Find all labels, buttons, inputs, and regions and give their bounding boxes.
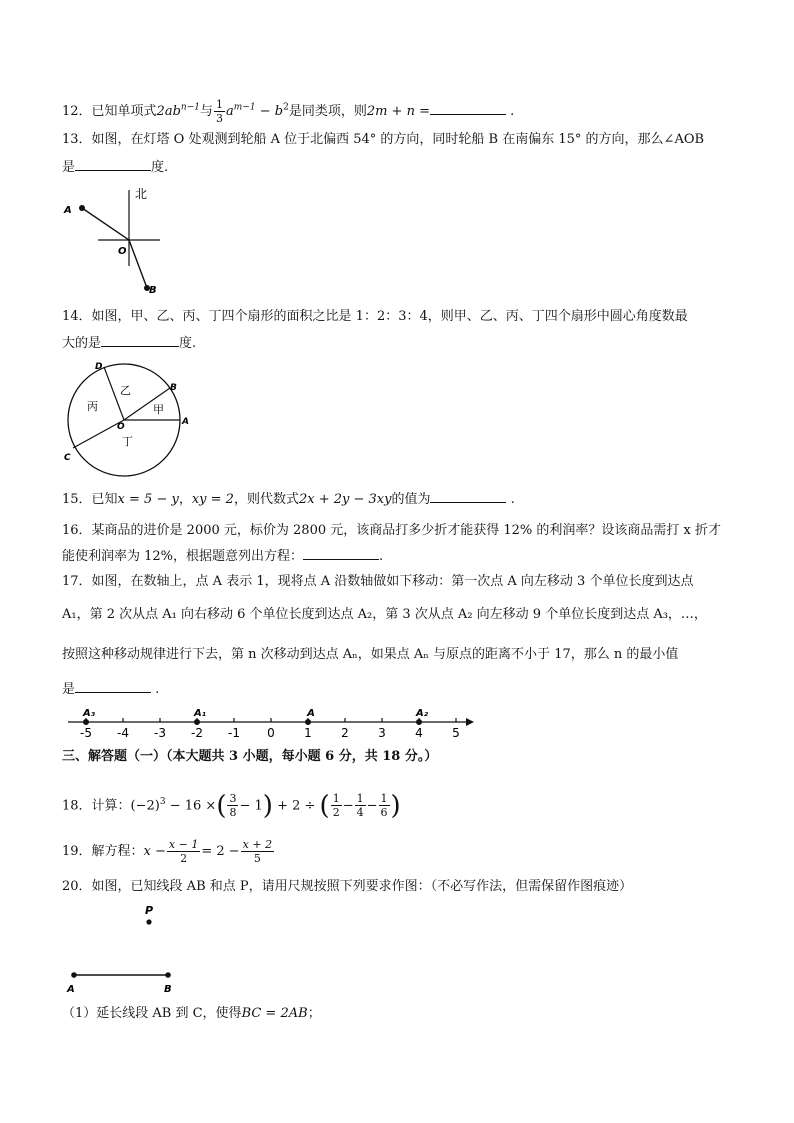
q14-line2 xyxy=(62,334,196,353)
q18-frac4 xyxy=(379,792,390,819)
sector-ding-label: 丁 xyxy=(122,435,133,448)
q18-prefix: 18．计算： xyxy=(62,798,131,814)
q20-sub1c: ； xyxy=(307,1006,321,1021)
q19-frac2-den: 5 xyxy=(253,852,261,865)
label-a: A xyxy=(182,417,189,427)
q17-number-line xyxy=(64,700,474,742)
axis-point xyxy=(83,719,89,725)
q14-line2b: 度. xyxy=(179,336,197,351)
point-b xyxy=(165,972,171,978)
axis-point-label: A₃ xyxy=(82,708,96,719)
q18-frac1-den: 8 xyxy=(229,806,237,820)
q15-condition2: xy = 2 xyxy=(191,492,234,507)
q18-lparen2: ( xyxy=(319,790,330,821)
q15-mid: ，则代数式 xyxy=(233,492,299,507)
q12-answer-blank[interactable] xyxy=(430,102,506,115)
q19-frac1-num: x − 1 xyxy=(168,838,199,851)
q14-pie-figure xyxy=(58,358,188,468)
q15-sep: ， xyxy=(178,492,192,507)
q15-condition1: x = 5 − y xyxy=(117,492,179,507)
label-a: A xyxy=(64,205,72,216)
q18-frac3-den: 4 xyxy=(356,806,364,820)
q18-exp: 3 xyxy=(159,797,166,807)
q15-expression: 2x + 2y − 3xy xyxy=(298,492,392,507)
q12-fraction xyxy=(214,98,225,125)
axis-tick-label: -4 xyxy=(117,726,129,740)
sector-bing-label: 丙 xyxy=(87,400,98,413)
axis-tick-label: -2 xyxy=(191,726,203,740)
q18-frac4-num: 1 xyxy=(380,792,388,806)
label-d: D xyxy=(95,362,103,372)
ray-ob xyxy=(129,240,147,288)
axis-tick-label: -3 xyxy=(154,726,166,740)
q14-line1: 14．如图，甲、乙、丙、丁四个扇形的面积之比是 1：2：3：4，则甲、乙、丙、丁四个扇形中圆心角度数最 xyxy=(62,309,688,324)
q18-base: (−2) xyxy=(130,798,160,814)
ray-oa xyxy=(82,208,129,240)
q12-end: . xyxy=(510,104,515,119)
q18-rparen: ) xyxy=(262,790,273,821)
q19-frac2 xyxy=(241,838,274,865)
q15-suffix: 的值为 xyxy=(391,492,431,507)
axis-arrow xyxy=(466,718,474,726)
q20-figure xyxy=(60,902,180,997)
axis-point-label: A₂ xyxy=(415,708,429,719)
axis-point xyxy=(305,719,311,725)
point-a xyxy=(79,205,85,211)
q18-frac2-num: 1 xyxy=(332,792,340,806)
q12-prefix: 12．已知单项式 xyxy=(62,104,157,119)
q13-line2a: 是 xyxy=(62,160,76,175)
q17-line2: A₁，第 2 次从点 A₁ 向右移动 6 个单位长度到达点 A₂，第 3 次从点 A₂ 向左移动 9 个单位长度到达点 A₃，…， xyxy=(62,607,707,622)
label-o: O xyxy=(117,422,125,432)
axis-tick-label: 0 xyxy=(267,726,275,740)
q18-t2: − 1 xyxy=(239,798,263,814)
axis-tick-label: -5 xyxy=(80,726,92,740)
q13-answer-blank[interactable] xyxy=(75,158,151,171)
label-b: B xyxy=(170,383,177,393)
q18-frac4-den: 6 xyxy=(380,806,388,820)
label-b: B xyxy=(149,285,157,296)
q16-line2 xyxy=(62,547,383,566)
q14-line2a: 大的是 xyxy=(62,336,102,351)
axis-tick-label: 1 xyxy=(304,726,312,740)
axis-tick-label: 4 xyxy=(415,726,423,740)
point-a xyxy=(71,972,77,978)
q12-expr: 2m + n = xyxy=(366,104,430,119)
q19-line xyxy=(62,838,275,866)
q12-line xyxy=(62,98,514,125)
q20-sub1b: BC = 2AB xyxy=(241,1006,308,1021)
q20-sub1 xyxy=(62,1005,321,1023)
q12-b-exp: 2 xyxy=(283,102,289,113)
q12-mono1-coef: 2 xyxy=(156,104,165,119)
q17-line4a: 是 xyxy=(62,682,76,697)
label-o: O xyxy=(118,246,127,257)
q19-frac1-den: 2 xyxy=(180,852,188,865)
point-p xyxy=(146,919,151,924)
axis-point-label: A₁ xyxy=(193,708,207,719)
q18-frac1 xyxy=(227,792,238,819)
q18-frac3-num: 1 xyxy=(356,792,364,806)
q16-line1: 16．某商品的进价是 2000 元，标价为 2800 元，该商品打多少折才能获得 12% 的利润率？设该商品需打 x 折才 xyxy=(62,523,721,538)
axis-point xyxy=(194,719,200,725)
q18-lparen: ( xyxy=(216,790,227,821)
q12-suffix: 是同类项，则 xyxy=(288,104,367,119)
q18-minus2: − xyxy=(366,798,378,814)
q17-end: . xyxy=(155,682,160,697)
sector-jia-label: 甲 xyxy=(153,403,164,416)
q19-frac2-num: x + 2 xyxy=(242,838,273,851)
q19-prefix: 19．解方程： xyxy=(62,844,144,859)
q17-answer-blank[interactable] xyxy=(75,680,151,693)
q19-eq: = 2 − xyxy=(201,844,240,859)
label-a: A xyxy=(67,984,75,995)
q13-compass-figure xyxy=(58,184,178,296)
q18-t3: + 2 ÷ xyxy=(277,798,316,814)
q12-frac-num: 1 xyxy=(216,98,223,111)
q12-mono2-exp: m−1 xyxy=(233,102,256,113)
q12-minus-b: − b xyxy=(259,104,284,119)
q16-line2a: 能使利润率为 12%，根据题意列出方程： xyxy=(62,549,304,564)
q17-line1: 17．如图，在数轴上，点 A 表示 1，现将点 A 沿数轴做如下移动：第一次点 A 向左移动 3 个单位长度到达点 xyxy=(62,574,694,589)
q12-frac-den: 3 xyxy=(216,112,223,125)
axis-point-label: A xyxy=(307,708,315,719)
q12-with: 与 xyxy=(199,104,213,119)
axis-point xyxy=(416,719,422,725)
q18-frac3 xyxy=(355,792,366,819)
axis-ticks xyxy=(80,718,460,740)
q19-frac1 xyxy=(167,838,200,865)
q15-prefix: 15．已知 xyxy=(62,492,118,507)
q18-frac1-num: 3 xyxy=(229,792,237,806)
q18-t1: − 16 × xyxy=(169,798,217,814)
axis-tick-label: 3 xyxy=(378,726,386,740)
q14-answer-blank[interactable] xyxy=(101,334,179,347)
label-b: B xyxy=(164,984,172,995)
axis-tick-label: -1 xyxy=(228,726,240,740)
axis-tick-label: 5 xyxy=(452,726,460,740)
q18-frac2 xyxy=(331,792,342,819)
sector-yi-label: 乙 xyxy=(120,384,131,397)
q12-mono1-ab: ab xyxy=(164,104,181,119)
q18-line xyxy=(62,788,401,820)
q18-minus1: − xyxy=(342,798,354,814)
q15-answer-blank[interactable] xyxy=(430,490,506,503)
q16-answer-blank[interactable] xyxy=(303,547,379,560)
q13-line1: 13．如图，在灯塔 O 处观测到轮船 A 位于北偏西 54° 的方向，同时轮船 B 在南偏东 15° 的方向，那么∠AOB xyxy=(62,132,705,147)
label-p: P xyxy=(145,904,154,917)
q19-x: x − xyxy=(143,844,166,859)
q13-line2 xyxy=(62,158,168,177)
q20-line1: 20．如图，已知线段 AB 和点 P，请用尺规按照下列要求作图：（不必写作法，但需保留作图痕迹） xyxy=(62,879,633,894)
q17-line3: 按照这种移动规律进行下去，第 n 次移动到达点 Aₙ，如果点 Aₙ 与原点的距离不小于 17，那么 n 的最小值 xyxy=(62,647,679,662)
axis-tick-label: 2 xyxy=(341,726,349,740)
north-label: 北 xyxy=(135,187,148,201)
q15-end: . xyxy=(510,492,515,507)
q17-line4 xyxy=(62,680,159,699)
section-title: 三、解答题（一）（本大题共 3 小题，每小题 6 分，共 18 分。） xyxy=(62,749,438,764)
label-c: C xyxy=(64,453,71,463)
q16-end: . xyxy=(379,549,384,564)
q12-mono1-exp: n−1 xyxy=(180,102,200,113)
q15-line xyxy=(62,490,515,509)
q12-mono2-a: a xyxy=(226,104,234,119)
q20-sub1a: （1）延长线段 AB 到 C，使得 xyxy=(62,1006,242,1021)
q13-line2b: 度. xyxy=(151,160,169,175)
q18-frac2-den: 2 xyxy=(332,806,340,820)
q18-rparen2: ) xyxy=(390,790,401,821)
